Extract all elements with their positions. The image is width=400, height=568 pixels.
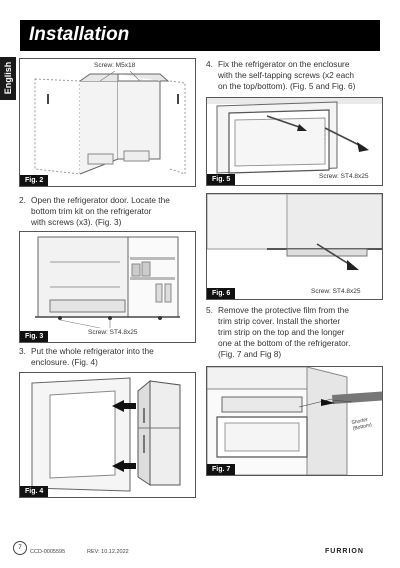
step-2-line-2: bottom trim kit on the refrigerator bbox=[31, 206, 152, 216]
step-4-number: 4. bbox=[206, 59, 213, 69]
figure-7 bbox=[206, 366, 383, 476]
fig4-label: Fig. 4 bbox=[20, 486, 48, 497]
fig3-label: Fig. 3 bbox=[20, 331, 48, 342]
figure-6 bbox=[206, 193, 383, 300]
fig7-label: Fig. 7 bbox=[207, 464, 235, 475]
step-5-line-3: trim strip on the top and the longer bbox=[218, 327, 345, 337]
figure-5 bbox=[206, 97, 383, 186]
fig5-illustration bbox=[207, 98, 382, 185]
step-4 bbox=[206, 59, 386, 93]
step-2-line-3: with screws (x3). (Fig. 3) bbox=[31, 217, 122, 227]
step-5-line-5: (Fig. 7 and Fig 8) bbox=[218, 349, 282, 359]
step-3-line-1: Put the whole refrigerator into the bbox=[31, 346, 154, 356]
fig2-caption: Screw: M5x18 bbox=[94, 62, 136, 69]
step-5 bbox=[206, 305, 386, 361]
fig6-illustration bbox=[207, 194, 382, 299]
document-code: CCD-0005595 bbox=[30, 549, 66, 555]
fig5-label: Fig. 5 bbox=[207, 174, 235, 185]
step-4-line-1: Fix the refrigerator on the enclosure bbox=[218, 59, 350, 69]
language-tab bbox=[0, 57, 16, 100]
step-5-number: 5. bbox=[206, 305, 213, 315]
step-5-line-4: one at the bottom of the refrigerator. bbox=[218, 338, 351, 348]
step-3 bbox=[19, 346, 199, 369]
fig2-illustration bbox=[20, 59, 195, 186]
step-2 bbox=[19, 195, 199, 229]
fig6-label: Fig. 6 bbox=[207, 288, 235, 299]
step-2-line-1: Open the refrigerator door. Locate the bbox=[31, 195, 170, 205]
step-3-line-2: enclosure. (Fig. 4) bbox=[31, 357, 98, 367]
fig7-callout: Shorter (Bottom) bbox=[349, 414, 383, 433]
page-number: 7 bbox=[13, 541, 27, 555]
figure-3 bbox=[19, 231, 196, 343]
title-bar bbox=[20, 20, 380, 51]
step-4-line-2: with the self-tapping screws (x2 each bbox=[218, 70, 355, 80]
fig3-illustration bbox=[20, 232, 195, 342]
figure-4 bbox=[19, 372, 196, 498]
brand-logo: FURRION bbox=[325, 548, 364, 555]
step-5-line-1: Remove the protective film from the bbox=[218, 305, 349, 315]
step-3-number: 3. bbox=[19, 346, 26, 356]
fig4-illustration bbox=[20, 373, 195, 497]
fig2-label: Fig. 2 bbox=[20, 175, 48, 186]
fig6-caption: Screw: ST4.8x25 bbox=[311, 288, 361, 295]
fig3-caption: Screw: ST4.8x25 bbox=[88, 329, 138, 336]
step-4-line-3: on the top/bottom). (Fig. 5 and Fig. 6) bbox=[218, 81, 356, 91]
figure-2 bbox=[19, 58, 196, 187]
page-title: Installation bbox=[29, 24, 130, 45]
step-2-number: 2. bbox=[19, 195, 26, 205]
step-5-line-2: trim strip cover. Install the shorter bbox=[218, 316, 341, 326]
revision-date: REV: 10.12.2022 bbox=[87, 549, 129, 555]
language-tab-label: English bbox=[3, 61, 13, 95]
fig5-caption: Screw: ST4.8x25 bbox=[319, 173, 369, 180]
